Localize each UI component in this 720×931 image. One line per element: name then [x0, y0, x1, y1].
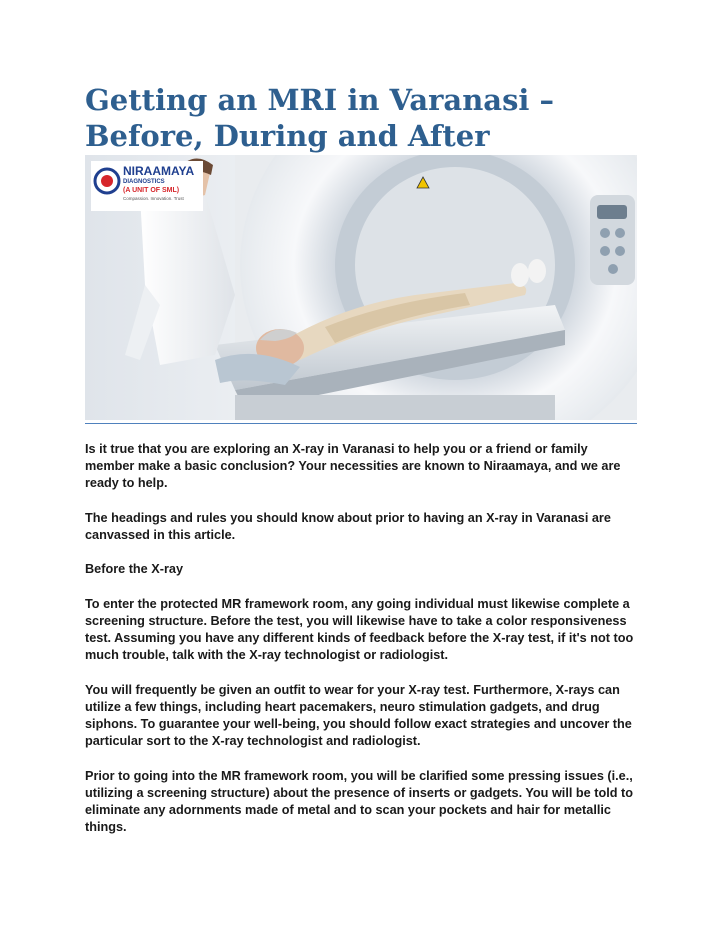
logo-unit: (A UNIT OF SML)	[123, 187, 180, 194]
paragraph-screening: To enter the protected MR framework room, any going individual must likewise complete a screening structure. Before the test, you will likewise have to take a color responsiveness test. Assuming you have any different kinds of feedback before the X-ray test, if it's not too much trouble, talk with the X-ray technologist or radiologist.	[85, 596, 634, 663]
article-body	[85, 441, 637, 854]
paragraph-overview: The headings and rules you should know about prior to having an X-ray in Varanasi are canvassed in this article.	[85, 510, 611, 542]
section-divider	[85, 423, 637, 424]
section-heading-before: Before the X-ray	[85, 562, 184, 577]
logo-sub: DIAGNOSTICS	[123, 179, 165, 185]
logo-tagline: Compassion. Innovation. Trust	[123, 196, 184, 201]
paragraph-intro: Is it true that you are exploring an X-ray in Varanasi to help you or a friend or family member make a basic conclusion? Your necessities are known to Niraamaya, and we are ready to help.	[85, 442, 621, 491]
paragraph-outfit: You will frequently be given an outfit to wear for your X-ray test. Furthermore, X-rays can utilize a few things, including heart pacemakers, neuro stimulation gadgets, and drug siphons. To guarantee your well-being, you should follow exact strategies and uncover the particular sort to the X-ray technologist and radiologist.	[85, 682, 632, 749]
logo-brand: NIRAAMAYA	[123, 164, 195, 178]
page-title: Getting an MRI in Varanasi – Before, During and After	[85, 83, 555, 153]
paragraph-metal: Prior to going into the MR framework room, you will be clarified some pressing issues (i.e., utilizing a screening structure) about the presence of inserts or gadgets. You will be told to eliminate any adornments made of metal and to scan your pockets and hair for metallic things.	[85, 768, 633, 835]
mri-scanner-photo	[85, 155, 637, 420]
